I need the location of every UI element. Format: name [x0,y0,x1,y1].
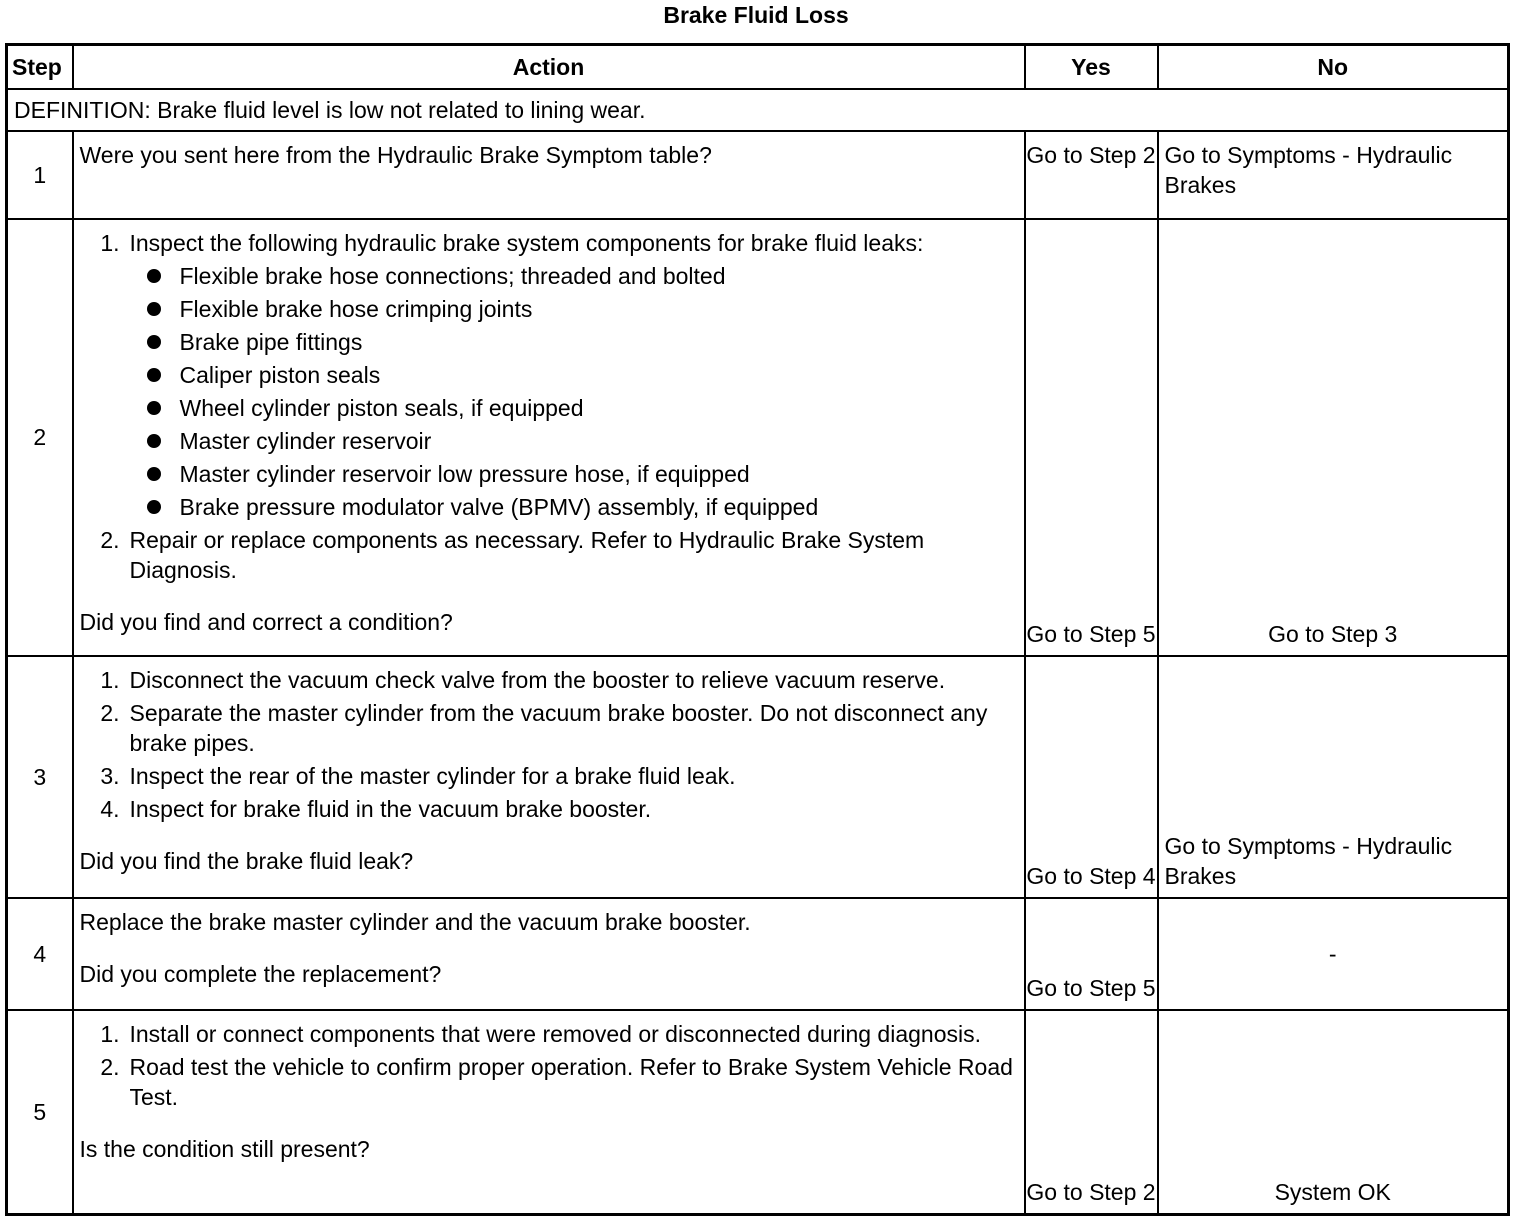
item-number: 1. [100,230,120,256]
header-yes: Yes [1025,45,1158,90]
no-result: - [1158,898,1509,1010]
action-steps [80,665,1018,824]
item-text: Inspect for brake fluid in the vacuum brake booster. [129,796,652,822]
item-text: Install or connect components that were removed or disconnected during diagnosis. [129,1021,981,1047]
action-question: Is the condition still present? [79,1136,370,1162]
table-row [7,131,1509,219]
component-list [130,261,1018,522]
component-item: Brake pipe fittings [180,327,1018,357]
header-action: Action [73,45,1025,90]
item-text: Road test the vehicle to confirm proper operation. Refer to Brake System Vehicle Road Test. [129,1054,1013,1110]
action-step-item [100,665,1018,695]
yes-result: Go to Step 5 [1025,898,1158,1010]
page-title: Brake Fluid Loss [663,2,849,28]
component-item: Master cylinder reservoir [180,426,1018,456]
component-item: Master cylinder reservoir low pressure hose, if equipped [180,459,1018,489]
step-number: 2 [7,219,73,656]
table-row [7,1010,1509,1215]
item-text: Separate the master cylinder from the vacuum brake booster. Do not disconnect any brake pipes. [129,700,988,756]
action-cell [73,656,1025,898]
component-item: Caliper piston seals [180,360,1018,390]
action-step-item [100,698,1018,758]
action-text: Were you sent here from the Hydraulic Brake Symptom table? [73,131,1025,219]
header-no: No [1158,45,1509,90]
item-number: 2. [100,1054,120,1080]
action-text: Replace the brake master cylinder and the vacuum brake booster. [79,909,751,935]
definition-text: DEFINITION: Brake fluid level is low not related to lining wear. [7,89,1509,131]
action-step-item [100,1019,1018,1049]
no-result: Go to Symptoms - Hydraulic Brakes [1158,656,1509,898]
component-item: Flexible brake hose connections; threaded and bolted [180,261,1018,291]
action-question: Did you find and correct a condition? [79,609,453,635]
step-number: 4 [7,898,73,1010]
action-steps [80,228,1018,585]
item-number: 4. [100,796,120,822]
item-text: Disconnect the vacuum check valve from the booster to relieve vacuum reserve. [129,667,946,693]
action-step-item [100,525,1018,585]
component-item: Brake pressure modulator valve (BPMV) assembly, if equipped [180,492,1018,522]
definition-row [7,89,1509,131]
table-row [7,219,1509,656]
yes-result: Go to Step 2 [1025,131,1158,219]
item-number: 1. [100,1021,120,1047]
action-cell [73,898,1025,1010]
item-number: 1. [100,667,120,693]
action-cell [73,219,1025,656]
no-result: Go to Step 3 [1158,219,1509,656]
item-number: 2. [100,527,120,553]
table-row [7,898,1509,1010]
table-row [7,656,1509,898]
item-number: 2. [100,700,120,726]
step-number: 1 [7,131,73,219]
item-text: Repair or replace components as necessary. Refer to Hydraulic Brake System Diagnosis. [129,527,925,583]
action-question: Did you find the brake fluid leak? [79,848,414,874]
action-cell [73,1010,1025,1215]
item-number: 3. [100,763,120,789]
diagnostic-table [5,43,1510,1216]
no-result: Go to Symptoms - Hydraulic Brakes [1158,131,1509,219]
no-result: System OK [1158,1010,1509,1215]
action-steps [80,1019,1018,1112]
action-question: Did you complete the replacement? [79,961,442,987]
component-item: Flexible brake hose crimping joints [180,294,1018,324]
component-item: Wheel cylinder piston seals, if equipped [180,393,1018,423]
item-text: Inspect the rear of the master cylinder for a brake fluid leak. [129,763,736,789]
action-step-item [100,228,1018,522]
yes-result: Go to Step 4 [1025,656,1158,898]
yes-result: Go to Step 5 [1025,219,1158,656]
header-row [7,45,1509,90]
yes-result: Go to Step 2 [1025,1010,1158,1215]
action-step-item [100,761,1018,791]
header-step: Step [7,45,73,90]
action-step-item [100,1052,1018,1112]
action-step-item [100,794,1018,824]
item-text: Inspect the following hydraulic brake system components for brake fluid leaks: [129,230,924,256]
step-number: 3 [7,656,73,898]
step-number: 5 [7,1010,73,1215]
